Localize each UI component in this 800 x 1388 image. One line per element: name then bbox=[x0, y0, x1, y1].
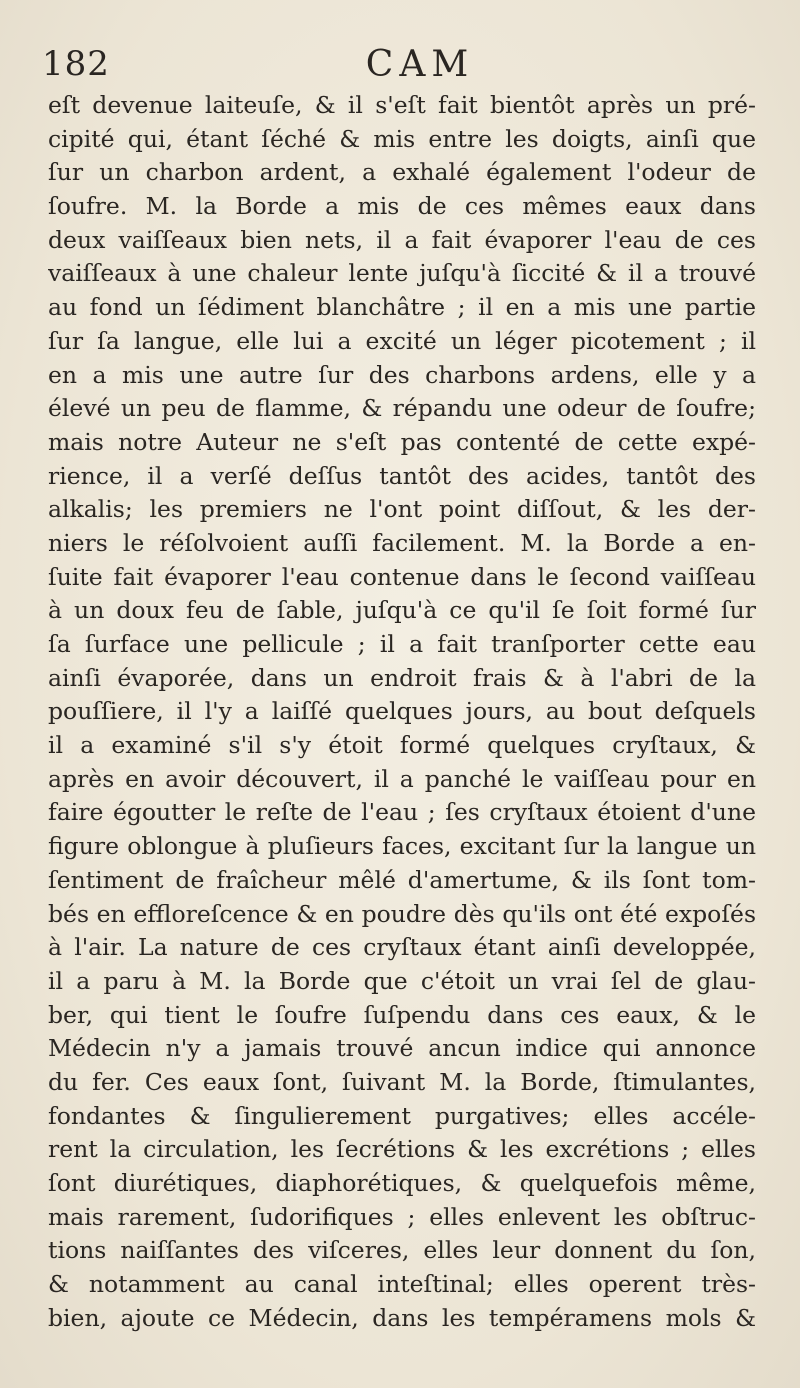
text-line: fondantes & ſingulierement purgatives; elles accéle- bbox=[48, 1101, 756, 1130]
text-line: alkalis; les premiers ne l'ont point diſſout, & les der- bbox=[48, 495, 756, 524]
text-line: ſont diurétiques, diaphorétiques, & quelquefois même, bbox=[48, 1169, 756, 1197]
text-line: élevé un peu de flamme, & répandu une odeur de ſoufre; bbox=[48, 394, 756, 423]
text-line: rent la circulation, les ſecrétions & les excrétions ; elles bbox=[48, 1135, 756, 1164]
text-line: ſuite fait évaporer l'eau contenue dans le ſecond vaiſſeau bbox=[48, 562, 756, 591]
text-line: Médecin n'y a jamais trouvé ancun indice qui annonce bbox=[48, 1034, 756, 1063]
text-line: figure oblongue à pluſieurs faces, excitant ſur la langue un bbox=[48, 832, 756, 861]
text-line: eſt devenue laiteuſe, & il s'eſt fait bientôt après un pré- bbox=[48, 91, 756, 119]
body-text bbox=[48, 89, 756, 1335]
text-line: au fond un ſédiment blanchâtre ; il en a mis une partie bbox=[48, 293, 756, 322]
text-line: bés en efflorеſcence & en poudre dès qu'ils ont été expoſés bbox=[48, 899, 756, 928]
text-line: après en avoir découvert, il a panché le vaiſſeau pour en bbox=[48, 764, 756, 793]
running-head: CAM bbox=[365, 44, 475, 85]
text-line: vaiſſeaux à une chaleur lente juſqu'à ſiccité & il a trouvé bbox=[48, 259, 756, 288]
text-line: rience, il a verſé deſſus tantôt des acides, tantôt des bbox=[48, 461, 756, 490]
text-line: bien, ajoute ce Médecin, dans les tempéramens mols & bbox=[48, 1303, 756, 1332]
text-line: à l'air. La nature de ces cryſtaux étant ainſi developpée, bbox=[48, 933, 756, 962]
text-line: il a examiné s'il s'y étoit formé quelques cryſtaux, & bbox=[48, 731, 756, 760]
text-line: ſa ſurface une pellicule ; il a fait tranſporter cette eau bbox=[48, 630, 756, 658]
text-line: ſur ſa langue, elle lui a excité un léger picotement ; il bbox=[48, 326, 756, 355]
text-line: tions naiſſantes des viſceres, elles leur donnent du ſon, bbox=[48, 1236, 756, 1265]
text-line: il a paru à M. la Borde que c'étoit un vrai ſel de glau- bbox=[48, 966, 756, 995]
text-line: ſur un charbon ardent, a exhalé également l'odeur de bbox=[48, 158, 756, 187]
text-line: du fer. Ces eaux ſont, ſuivant M. la Borde, ſtimulantes, bbox=[48, 1067, 756, 1096]
text-line: à un doux feu de ſable, juſqu'à ce qu'il ſe ſoit formé ſur bbox=[48, 596, 756, 625]
text-line: pouſſiere, il l'y a laiſſé quelques jours, au bout deſquels bbox=[48, 697, 756, 726]
page-number: 182 bbox=[42, 44, 110, 84]
text-line: ainſi évaporée, dans un endroit frais & à l'abri de la bbox=[48, 663, 756, 692]
page-header bbox=[42, 44, 758, 88]
text-line: ſentiment de fraîcheur mêlé d'amertume, & ils ſont tom- bbox=[48, 865, 756, 894]
text-line: deux vaiſſeaux bien nets, il a fait évaporer l'eau de ces bbox=[48, 225, 756, 254]
text-line: en a mis une autre ſur des charbons ardens, elle y a bbox=[48, 360, 756, 389]
text-line: faire égoutter le reſte de l'eau ; ſes cryſtaux étoient d'une bbox=[48, 798, 756, 827]
text-line: niers le réſolvoient auſſi facilement. M. la Borde a en- bbox=[48, 528, 756, 557]
text-line: mais rarement, ſudorifiques ; elles enlevent les obſtruc- bbox=[48, 1202, 756, 1231]
text-line: ſoufre. M. la Borde a mis de ces mêmes eaux dans bbox=[48, 192, 756, 221]
text-line: mais notre Auteur ne s'eſt pas contenté de cette expé- bbox=[48, 427, 756, 456]
text-line: ber, qui tient le ſoufre ſuſpendu dans ces eaux, & le bbox=[48, 1000, 756, 1029]
text-line: cipité qui, étant ſéché & mis entre les doigts, ainſi que bbox=[48, 124, 756, 153]
text-line: & notamment au canal inteſtinal; elles operent très- bbox=[48, 1270, 756, 1299]
